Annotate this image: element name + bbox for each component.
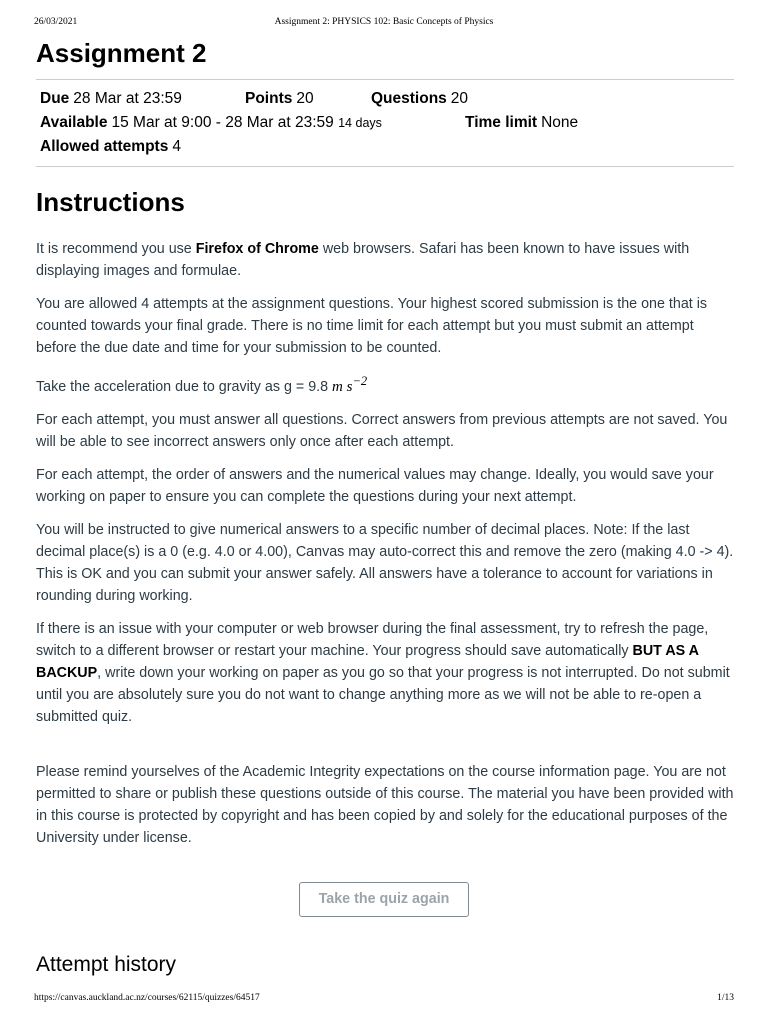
- instructions-body: [36, 238, 736, 860]
- instruction-issues-text-end: , write down your working on paper as you go so that your progress is not interrupted. Do not submit until you are absolutely sure you do not want to change anything more as we will not be able to re-open a submitted quiz.: [36, 665, 730, 725]
- divider-bottom: [36, 166, 734, 167]
- attempts-value: 4: [172, 138, 181, 155]
- instruction-order: For each attempt, the order of answers and the numerical values may change. Ideally, you would save your working on paper to ensure you can complete the questions during your next attempt.: [36, 467, 714, 505]
- instruction-attempts: You are allowed 4 attempts at the assignment questions. Your highest scored submission is the one that is counted towards your final grade. There is no time limit for each attempt but you must submit an attempt before the due date and time for your submission to be counted.: [36, 296, 708, 356]
- instruction-gravity-text: Take the acceleration due to gravity as g = 9.8: [36, 379, 333, 395]
- unit-exponent: −2: [352, 374, 368, 388]
- print-date: 26/03/2021: [34, 17, 78, 27]
- points-info: [245, 90, 314, 108]
- divider-top: [36, 79, 734, 80]
- questions-value: 20: [450, 90, 469, 107]
- unit-s: s: [346, 379, 353, 395]
- attempt-history-heading: Attempt history: [36, 953, 177, 976]
- take-quiz-again-button[interactable]: Take the quiz again: [299, 882, 469, 917]
- time-limit-label: Time limit: [465, 114, 538, 131]
- quiz-actions: [0, 882, 768, 917]
- instruction-answer-all: For each attempt, you must answer all questions. Correct answers from previous attempts are not saved. You will be able to see incorrect answers only once after each attempt.: [36, 412, 728, 450]
- page-title: Assignment 2: [36, 38, 207, 68]
- instruction-integrity: Please remind yourselves of the Academic Integrity expectations on the course information page. You are not permitted to share or publish these questions outside of this course. The material you have been provided with in this course is protected by copyright and has been copied by and solely for the educational purposes of the University under license.: [36, 764, 734, 846]
- due-value: 28 Mar at 23:59: [73, 90, 182, 107]
- questions-label: Questions: [371, 90, 447, 107]
- points-value: 20: [296, 90, 314, 107]
- available-value: 15 Mar at 9:00 - 28 Mar at 23:59: [111, 114, 334, 131]
- time-limit-value: None: [541, 114, 579, 131]
- backup-emphasis: BUT AS A BACKUP: [36, 643, 699, 681]
- available-info: [40, 114, 382, 132]
- attempts-label: Allowed attempts: [40, 138, 169, 155]
- instruction-issues: [36, 618, 736, 728]
- print-page-number: 1/13: [717, 993, 734, 1003]
- instruction-decimals: You will be instructed to give numerical answers to a specific number of decimal places. Note: If the last decimal place(s) is a 0 (e.g. 4.0 or 4.00), Canvas may auto-correct this and remove the zero (making 4.0 -> 4). This is OK and you can submit your answer safely. All answers have a tolerance to account for variations in rounding during working.: [36, 522, 734, 604]
- instruction-browsers-text-end: web browsers. Safari has been known to have issues with displaying images and formulae.: [36, 241, 690, 279]
- attempts-info: [40, 138, 181, 156]
- questions-info: [371, 90, 468, 108]
- instruction-browsers: [36, 238, 736, 282]
- available-label: Available: [40, 114, 108, 131]
- print-url: https://canvas.auckland.ac.nz/courses/62115/quizzes/64517: [34, 993, 260, 1003]
- instruction-browsers-text: It is recommend you use: [36, 241, 196, 257]
- browser-names: Firefox of Chrome: [195, 241, 319, 257]
- available-duration: 14 days: [338, 116, 382, 130]
- time-limit-info: [465, 114, 578, 132]
- due-label: Due: [40, 90, 70, 107]
- instruction-gravity: [36, 370, 736, 398]
- points-label: Points: [245, 90, 293, 107]
- unit-m: m: [332, 379, 343, 395]
- instructions-heading: Instructions: [36, 187, 185, 217]
- instruction-issues-text: If there is an issue with your computer or web browser during the final assessment, try to refresh the page, switch to a different browser or restart your machine. Your progress should save automatically: [36, 621, 709, 659]
- gravity-unit: [332, 374, 368, 395]
- print-doc-title: Assignment 2: PHYSICS 102: Basic Concepts of Physics: [274, 17, 494, 27]
- due-info: [40, 90, 182, 108]
